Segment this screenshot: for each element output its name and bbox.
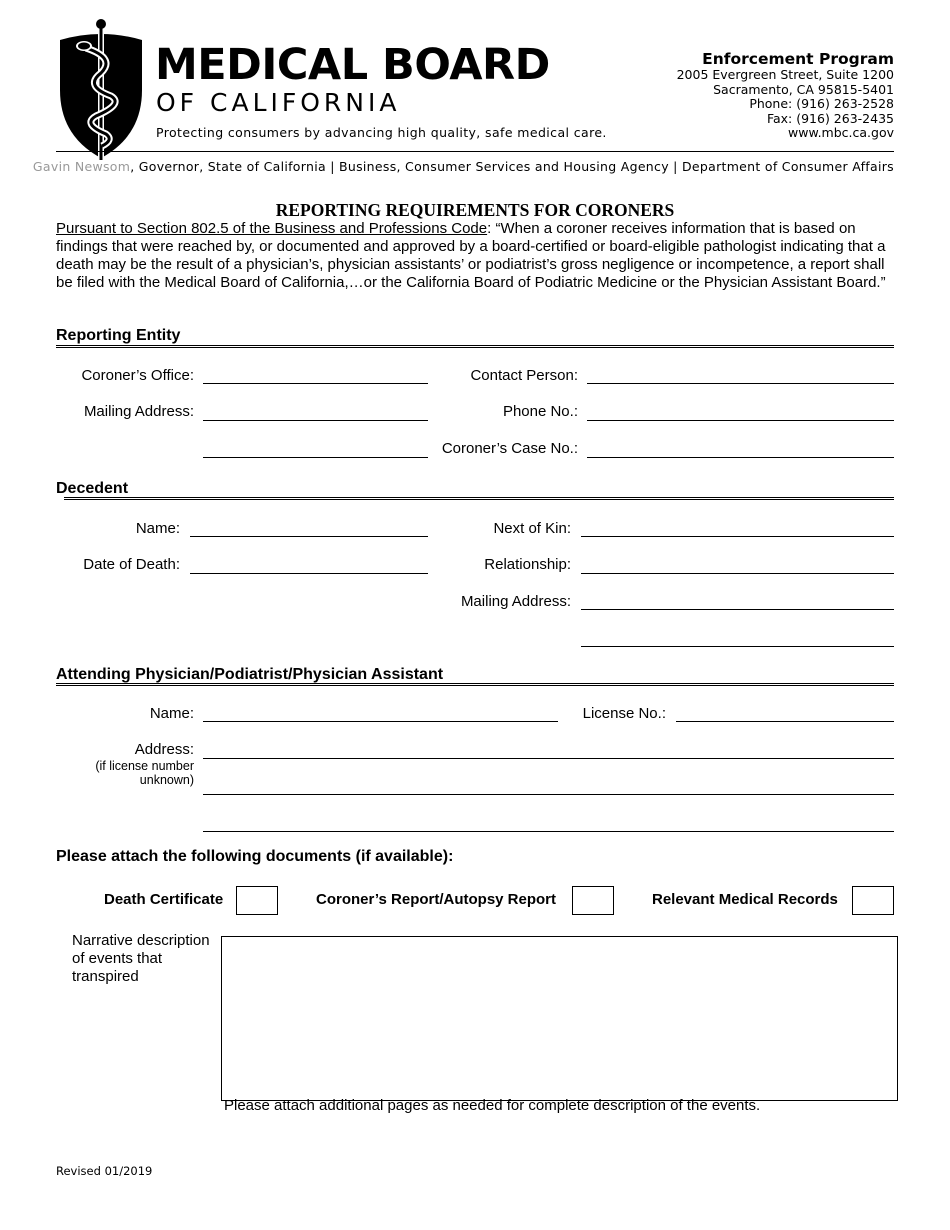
address-note-1: (if license number [95, 759, 194, 773]
org-subtitle: OF CALIFORNIA [156, 88, 401, 117]
phone-field[interactable] [587, 420, 894, 421]
relationship-label: Relationship: [484, 556, 571, 573]
intro-text: : “When a coroner receives information that is based on findings that were reached by, or documented and approved by a board-certified or board-eligible pathologist indicating that a death may be the result of a physician’s, physician assistants’ or podiatrist’s gross negligence or incompetence, a report shall be filed with the Medical Board of California,…or the California Board of Podiatric Medicine or the Physician Assistant Board.” [56, 220, 886, 291]
code-citation: Pursuant to Section 802.5 of the Business and Professions Code [56, 220, 488, 237]
medical-records-label: Relevant Medical Records [652, 891, 838, 908]
physician-address-field[interactable] [203, 758, 894, 759]
intro-paragraph [56, 220, 896, 292]
section-rule [64, 497, 894, 500]
license-number-label: License No.: [582, 705, 666, 722]
government-line [33, 159, 894, 174]
section-heading-physician: Attending Physician/Podiatrist/Physician Assistant [56, 666, 444, 683]
decedent-mailing-field-2[interactable] [581, 646, 894, 647]
case-number-field[interactable] [587, 457, 894, 458]
org-name: MEDICAL BOARD [155, 40, 550, 90]
next-of-kin-field[interactable] [581, 536, 894, 537]
mailing-address-label: Mailing Address: [83, 403, 194, 420]
governor-name: Gavin Newsom [32, 159, 131, 174]
mailing-address-field[interactable] [203, 420, 428, 421]
program-name: Enforcement Program [702, 50, 894, 68]
contact-person-field[interactable] [587, 383, 894, 384]
section-rule [56, 683, 894, 686]
next-of-kin-label: Next of Kin: [493, 520, 571, 537]
government-text: , Governor, State of California | Business, Consumer Services and Housing Agency | Department of Consumer Affairs [130, 159, 894, 174]
address-line-2: Sacramento, CA 95815-5401 [713, 81, 894, 97]
narrative-textarea[interactable] [221, 936, 898, 1101]
narrative-note: Please attach additional pages as needed for complete description of the events. [224, 1097, 761, 1114]
coroner-report-label: Coroner’s Report/Autopsy Report [316, 891, 557, 908]
date-of-death-field[interactable] [190, 573, 428, 574]
coroner-report-checkbox[interactable] [572, 886, 614, 915]
case-number-label: Coroner’s Case No.: [441, 440, 578, 457]
relationship-field[interactable] [581, 573, 894, 574]
contact-block [677, 50, 894, 141]
physician-address-label: Address: [134, 741, 194, 758]
death-certificate-label: Death Certificate [104, 891, 224, 908]
revision-date: Revised 01/2019 [56, 1164, 153, 1178]
section-rule [56, 345, 894, 348]
physician-address-field-3[interactable] [203, 831, 894, 832]
coroners-office-field[interactable] [203, 383, 428, 384]
physician-address-field-2[interactable] [203, 794, 894, 795]
decedent-mailing-label: Mailing Address: [460, 593, 571, 610]
page-title: REPORTING REQUIREMENTS FOR CORONERS [275, 200, 675, 220]
caduceus-shield-icon [56, 18, 146, 163]
fax-line: Fax: (916) 263-2435 [766, 110, 894, 126]
address-line-1: 2005 Evergreen Street, Suite 1200 [676, 67, 894, 82]
section-heading-reporting: Reporting Entity [56, 327, 181, 344]
phone-label: Phone No.: [502, 403, 578, 420]
death-certificate-checkbox[interactable] [236, 886, 278, 915]
section-heading-decedent: Decedent [56, 480, 129, 497]
decedent-mailing-field[interactable] [581, 609, 894, 610]
decedent-name-field[interactable] [190, 536, 428, 537]
license-number-field[interactable] [676, 721, 894, 722]
date-of-death-label: Date of Death: [83, 556, 180, 573]
narrative-label: Narrative description of events that transpired [72, 932, 210, 985]
header-rule [56, 151, 894, 152]
tagline: Protecting consumers by advancing high quality, safe medical care. [156, 125, 607, 140]
physician-name-label: Name: [149, 705, 194, 722]
phone-line: Phone: (916) 263-2528 [749, 96, 894, 111]
documents-heading: Please attach the following documents (if available): [56, 848, 454, 865]
coroners-office-label: Coroner’s Office: [81, 367, 194, 384]
decedent-name-label: Name: [135, 520, 180, 537]
mailing-address-field-2[interactable] [203, 457, 428, 458]
address-note-2: unknown) [139, 773, 194, 787]
contact-person-label: Contact Person: [470, 367, 578, 384]
medical-records-checkbox[interactable] [852, 886, 894, 915]
website-link[interactable]: www.mbc.ca.gov [788, 125, 894, 140]
physician-name-field[interactable] [203, 721, 558, 722]
